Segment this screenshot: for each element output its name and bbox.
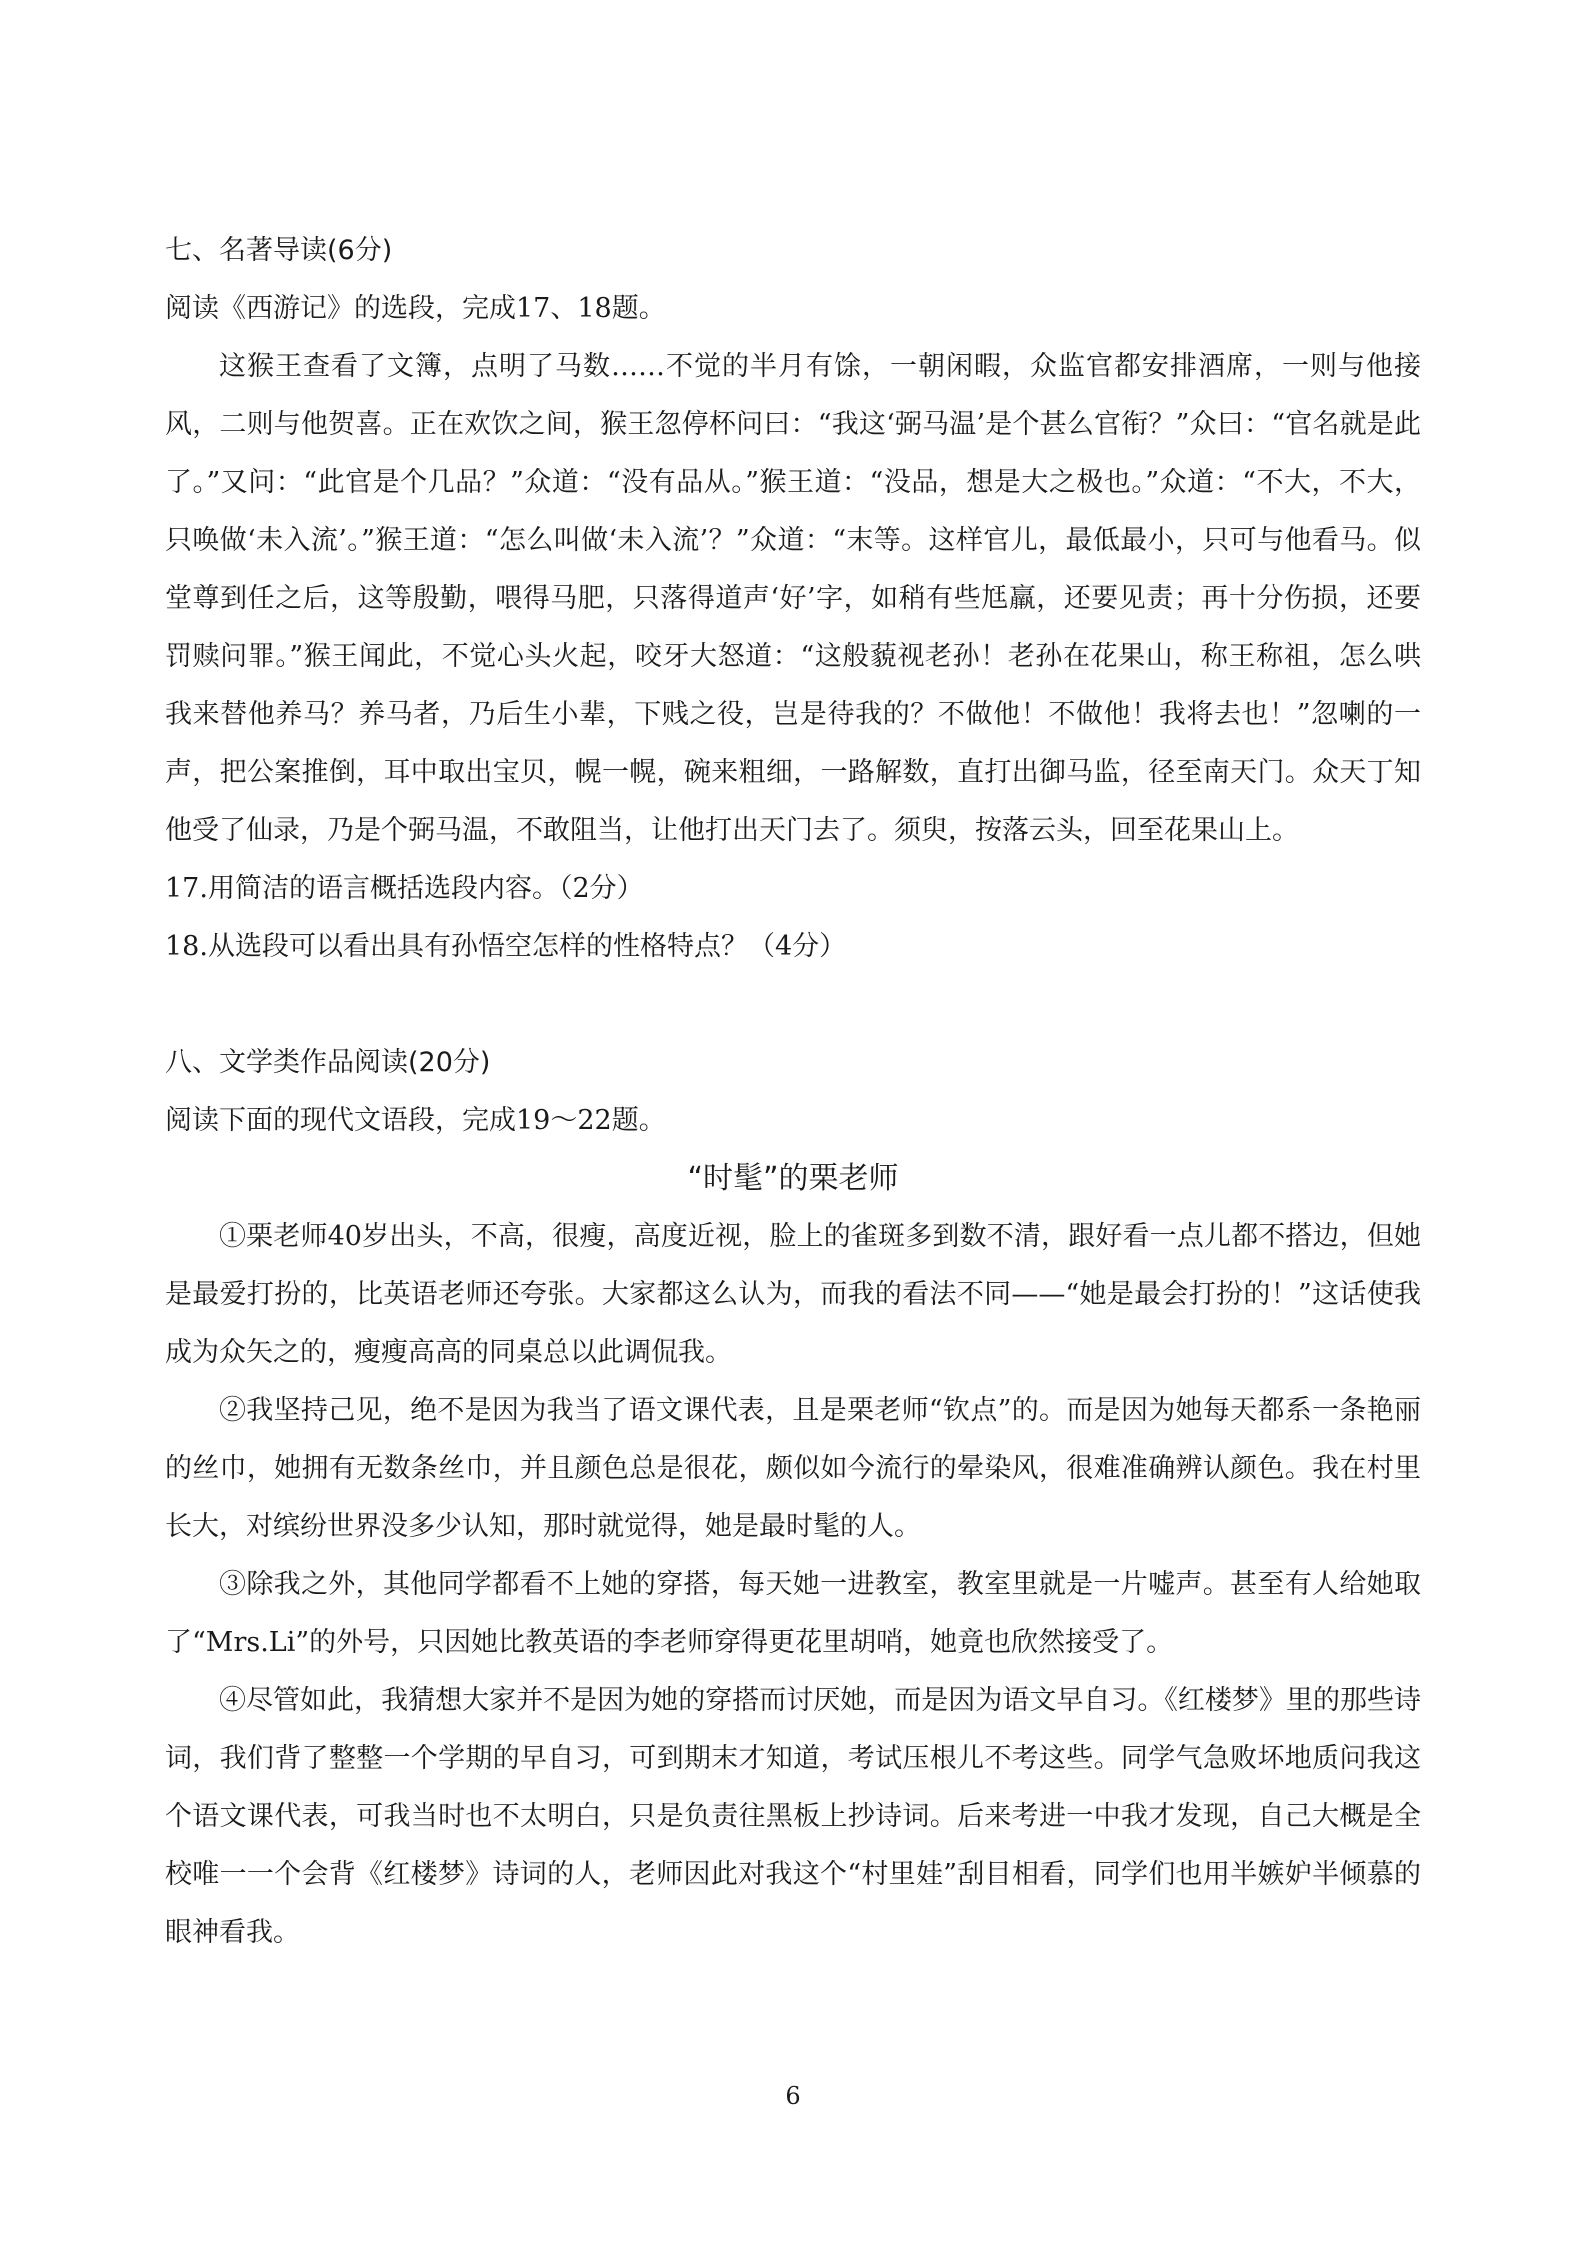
page-number: 6 <box>785 2082 801 2110</box>
section-7-title: 七、名著导读(6分) <box>165 235 393 266</box>
section-8-title: 八、文学类作品阅读(20分) <box>165 1047 491 1078</box>
section-7-intro: 阅读《西游记》的选段，完成17、18题。 <box>165 293 666 324</box>
section-gap <box>165 976 1421 1034</box>
question-17: 17.用简洁的语言概括选段内容。（2分） <box>165 873 644 904</box>
question-18: 18.从选段可以看出具有孙悟空怎样的性格特点？（4分） <box>165 931 847 962</box>
section-8-intro: 阅读下面的现代文语段，完成19～22题。 <box>165 1105 666 1136</box>
article-title: “时髦”的栗老师 <box>687 1161 899 1196</box>
article-paragraph-4: ④尽管如此，我猜想大家并不是因为她的穿搭而讨厌她，而是因为语文早自习。《红楼梦》里的那些诗词，我们背了整整一个学期的早自习，可到期末才知道，考试压根儿不考这些。同学气急败坏地质问我这个语文课代表，可我当时也不太明白，只是负责往黑板上抄诗词。后来考进一中我才发现，自己大概是全校唯一一个会背《红楼梦》诗词的人，老师因此对我这个“村里娃”刮目相看，同学们也用半嫉妒半倾慕的眼神看我。 <box>165 1685 1421 1948</box>
article-paragraph-1: ①栗老师40岁出头，不高，很瘦，高度近视，脸上的雀斑多到数不清，跟好看一点儿都不搭边，但她是最爱打扮的，比英语老师还夸张。大家都这么认为，而我的看法不同——“她是最会打扮的！”这话使我成为众矢之的，瘦瘦高高的同桌总以此调侃我。 <box>165 1221 1421 1368</box>
article-paragraph-2: ②我坚持己见，绝不是因为我当了语文课代表，且是栗老师“钦点”的。而是因为她每天都系一条艳丽的丝巾，她拥有无数条丝巾，并且颜色总是很花，颇似如今流行的晕染风，很难准确辨认颜色。我在村里长大，对缤纷世界没多少认知，那时就觉得，她是最时髦的人。 <box>165 1395 1421 1542</box>
article-paragraph-3: ③除我之外，其他同学都看不上她的穿搭，每天她一进教室，教室里就是一片嘘声。甚至有人给她取了“Mrs.Li”的外号，只因她比教英语的李老师穿得更花里胡哨，她竟也欣然接受了。 <box>165 1569 1421 1658</box>
section-7-passage: 这猴王查看了文簿，点明了马数……不觉的半月有馀，一朝闲暇，众监官都安排酒席，一则与他接风，二则与他贺喜。正在欢饮之间，猴王忽停杯问曰：“我这‘弼马温’是个甚么官衔？”众曰：“官名就是此了。”又问：“此官是个几品？”众道：“没有品从。”猴王道：“没品，想是大之极也。”众道：“不大，不大，只唤做‘未入流’。”猴王道：“怎么叫做‘未入流’？”众道：“末等。这样官儿，最低最小，只可与他看马。似堂尊到任之后，这等殷勤，喂得马肥，只落得道声‘好’字，如稍有些尪羸，还要见责；再十分伤损，还要罚赎问罪。”猴王闻此，不觉心头火起，咬牙大怒道：“这般藐视老孙！老孙在花果山，称王称祖，怎么哄我来替他养马？养马者，乃后生小辈，下贱之役，岂是待我的？不做他！不做他！我将去也！”忽喇的一声，把公案推倒，耳中取出宝贝，幌一幌，碗来粗细，一路解数，直打出御马监，径至南天门。众天丁知他受了仙录，乃是个弼马温，不敢阻当，让他打出天门去了。须臾，按落云头，回至花果山上。 <box>165 351 1421 846</box>
